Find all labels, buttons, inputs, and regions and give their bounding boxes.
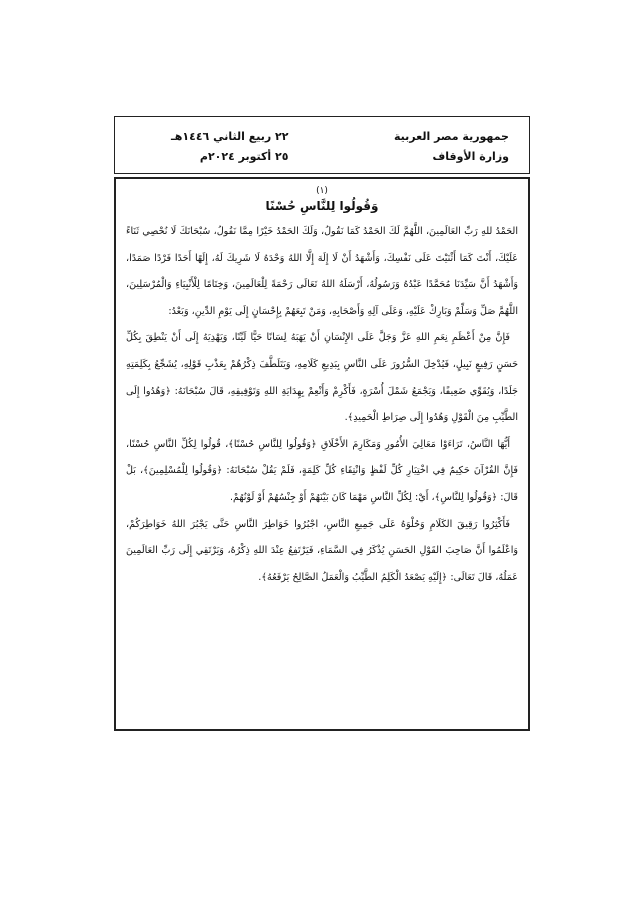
paragraph-closing: فَأَكْثِرُوا رَقِيقَ الكَلَامِ وَحُلْوَهُ عَلَى جَمِيعِ النَّاسِ، اجْبُرُوا خَوَاطِرَ النَّاسِ حَتَّى يَجْبُرَ اللهُ خَوَاطِرَكُمْ، وَاعْلَمُوا أَنَّ صَاحِبَ القَوْلِ الحَسَنِ يُذْكَرُ فِي السَّمَاءِ، فَيَرْتَفِعُ عِنْدَ اللهِ ذِكْرُهُ، وَيَرْتَقِي إِلَى رَبِّ العَالَمِينَ عَمَلُهُ، قَالَ تَعَالَى: ﴿إِلَيْهِ يَصْعَدُ الْكَلِمُ الطَّيِّبُ وَالْعَمَلُ الصَّالِحُ يَرْفَعُهُ﴾. xyxy=(126,518,518,583)
page-number: (١) xyxy=(316,186,328,196)
sermon-title: وَقُولُوا لِلنَّاسِ حُسْنًا xyxy=(265,199,379,213)
paragraph-opening: الحَمْدُ للهِ رَبِّ العَالَمِينَ، اللَّهُمَّ لَكَ الحَمْدُ كَمَا نَقُولُ، وَلَكَ الحَمْدُ خَيْرًا مِمَّا نَقُولُ، سُبْحَانَكَ لَا نُحْصِي ثَنَاءً عَلَيْكَ، أَنْتَ كَمَا أَثْنَيْتَ عَلَى نَفْسِكَ، وَأَشْهَدُ أَنْ لَا إِلَهَ إِلَّا اللهُ وَحْدَهُ لَا شَرِيكَ لَهُ، إِلَهًا أَحَدًا فَرْدًا صَمَدًا، وَأَشْهَدُ أَنَّ سَيِّدَنَا مُحَمَّدًا عَبْدُهُ وَرَسُولُهُ، أَرْسَلَهُ اللهُ تَعَالَى رَحْمَةً لِلْعَالَمِينَ، وَخِتَامًا لِلْأَنْبِيَاءِ وَالْمُرْسَلِينَ، اللَّهُمَّ صَلِّ وَسَلِّمْ وَبَارِكْ عَلَيْهِ، وَعَلَى آلِهِ وَأَصْحَابِهِ، وَمَنْ تَبِعَهُمْ بِإِحْسَانٍ إِلَى يَوْمِ الدِّينِ، وَبَعْدُ: xyxy=(126,226,518,317)
gregorian-date: ٢٥ أكتوبر ٢٠٢٤م xyxy=(199,150,289,163)
header-issuer xyxy=(394,127,509,167)
paragraph-speak-kindly: أَيُّهَا النَّاسُ، تَرَاءَوْا مَعَالِيَ الأُمُورِ وَمَكَارِمَ الأَخْلَاقِ ﴿وَقُولُوا لِلنَّاسِ حُسْنًا﴾، قُولُوا لِكُلِّ النَّاسِ حُسْنًا، فَإِنَّ القُرْآنَ حَكِيمٌ فِي اخْتِيَارِ كُلِّ لَفْظٍ وَانْتِقَاءِ كُلِّ كَلِمَةٍ، فَلَمْ يَقُلْ سُبْحَانَهُ: ﴿وَقُولُوا لِلْمُسْلِمِينَ﴾، بَلْ قَالَ: ﴿وَقُولُوا لِلنَّاسِ﴾، أَيْ: لِكُلِّ النَّاسِ مَهْمَا كَانَ بَيْنَهُمْ أَوْ جِنْسُهُمْ أَوْ لَوْنُهُمْ. xyxy=(126,438,518,503)
hijri-date: ٢٢ ربيع الثاني ١٤٤٦هـ xyxy=(171,130,289,143)
ministry-name: وزارة الأوقاف xyxy=(432,150,509,163)
sermon-body xyxy=(114,177,530,731)
document-header xyxy=(114,116,530,174)
paragraph-blessing-of-speech: فَإِنَّ مِنْ أَعْظَمِ نِعَمِ اللهِ عَزَّ وَجَلَّ عَلَى الإِنْسَانِ أَنْ يَهَبَهُ لِسَانًا حَيًّا لَيِّنًا، وَيَهْدِيَهُ إِلَى أَنْ يَنْطِقَ بِكُلِّ حَسَنٍ رَفِيعٍ نَبِيلٍ، فَيُدْخِلَ السُّرُورَ عَلَى النَّاسِ بِبَدِيعِ كَلَامِهِ، وَيَتَلَطَّفَ ذِكْرُهُمْ بِعَذْبِ قَوْلِهِ، يُشَجِّعُ بِكَلِمَتِهِ جَلَدًا، وَيُقَوِّي ضَعِيفًا، وَيَجْمَعُ شَمْلَ أُسْرَةٍ، فَأَكْرِمْ وَأَنْعِمْ بِهِدَايَةِ اللهِ وَتَوْفِيقِهِ، قَالَ سُبْحَانَهُ: ﴿وَهُدُوا إِلَى الطَّيِّبِ مِنَ الْقَوْلِ وَهُدُوا إِلَى صِرَاطِ الْحَمِيدِ﴾. xyxy=(126,332,518,424)
country-name: جمهورية مصر العربية xyxy=(394,130,509,143)
header-dates xyxy=(171,127,288,167)
